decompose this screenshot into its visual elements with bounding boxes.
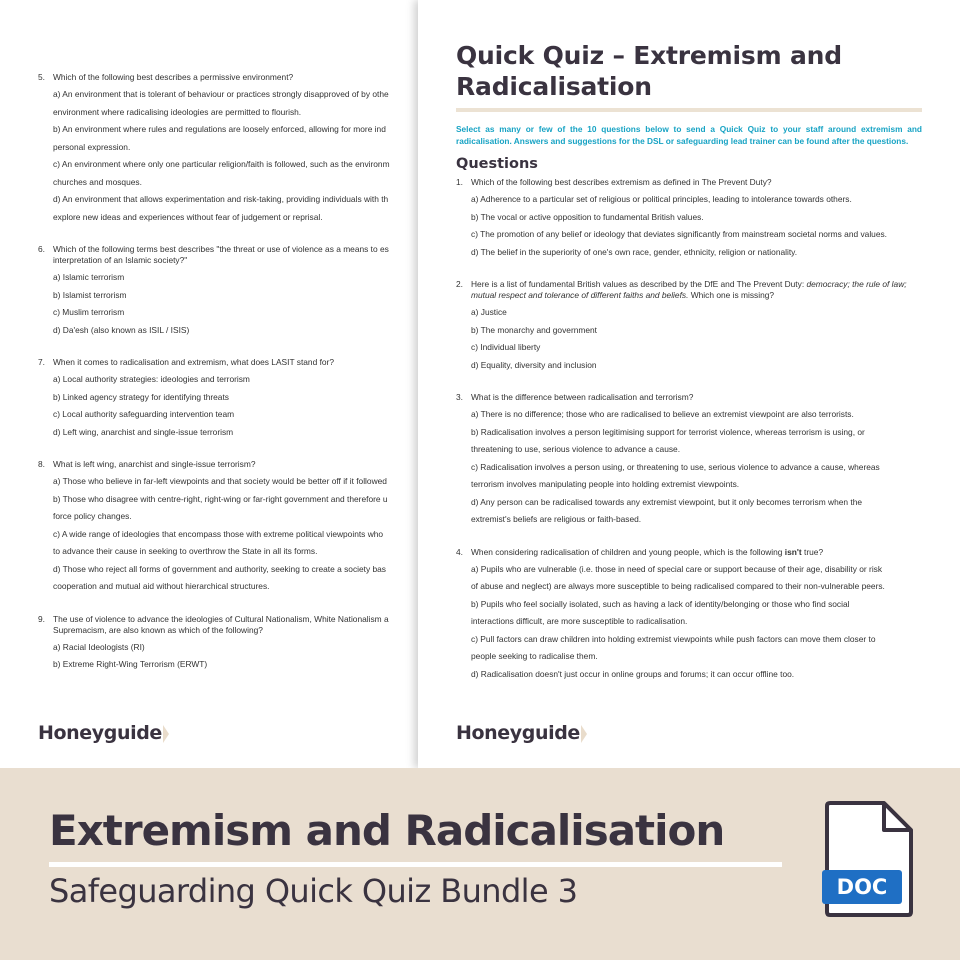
question-number: 2.: [456, 279, 463, 289]
honeyguide-logo: [38, 722, 169, 744]
question-stem: [38, 72, 420, 83]
answer-option: c) The promotion of any belief or ideology that deviates significantly from mainstream societal norms and values.: [471, 229, 888, 239]
answer-option: a) Islamic terrorism: [53, 272, 125, 282]
answer-option: a) An environment that is tolerant of behaviour or practices strongly disapproved of by othe: [53, 89, 389, 99]
question-9: [38, 614, 420, 674]
answer-option: b) Linked agency strategy for identifying threats: [53, 391, 229, 402]
question-text-line: Which of the following terms best describes "the threat or use of violence as a means to es: [53, 244, 389, 254]
question-text-part: When considering radicalisation of children and young people, which is the following: [471, 546, 785, 557]
answer-option-continuation: of abuse and neglect) are always more susceptible to being radicalised compared to their non-vulnerable peers.: [471, 581, 885, 591]
answer-option-continuation: cooperation and mutual aid without hierarchical structures.: [53, 581, 270, 591]
question-text: When it comes to radicalisation and extremism, what does LASIT stand for?: [53, 357, 335, 367]
question-6: [38, 244, 420, 339]
answer-option: d) An environment that allows experimentation and risk-taking, providing individuals with th: [53, 194, 389, 204]
question-text-line: Supremacism, are also known as which of the following?: [53, 624, 263, 635]
document-icon: [822, 800, 914, 918]
british-values-list: democracy; the rule of law; mutual respect and tolerance of different faiths and beliefs.: [471, 279, 907, 300]
question-number: 7.: [38, 357, 45, 367]
question-8: [38, 459, 420, 596]
question-4: [456, 547, 922, 684]
question-stem: [38, 357, 420, 368]
answer-option: d) Any person can be radicalised towards any extremist viewpoint, but it only becomes terrorism when the: [471, 496, 863, 507]
question-stem: [38, 244, 420, 266]
answer-option-continuation: force policy changes.: [53, 511, 132, 521]
question-text: What is the difference between radicalisation and terrorism?: [471, 392, 694, 402]
question-stem: [456, 279, 922, 301]
answer-option-continuation: to advance their cause in seeking to overthrow the State in all its forms.: [53, 546, 318, 556]
answer-option: b) The vocal or active opposition to fundamental British values.: [471, 211, 704, 222]
answer-option-continuation: terrorism involves manipulating people into holding extremist viewpoints.: [471, 479, 740, 489]
answer-option: c) Muslim terrorism: [53, 307, 125, 317]
answer-option: a) Justice: [471, 307, 507, 317]
title-divider: [456, 108, 922, 112]
question-stem: [456, 177, 922, 188]
honeyguide-logo: [456, 722, 587, 744]
answer-option: d) Radicalisation doesn't just occur in online groups and forums; it can occur offline too.: [471, 668, 795, 679]
question-text: [53, 244, 420, 266]
answer-option-continuation: extremist's beliefs are religious or faith-based.: [471, 514, 642, 524]
answer-option-continuation: interactions difficult, are more susceptible to radicalisation.: [471, 616, 688, 626]
answer-option: d) Left wing, anarchist and single-issue terrorism: [53, 426, 234, 437]
answer-option: b) The monarchy and government: [471, 324, 598, 335]
front-document-page: [418, 0, 960, 768]
answer-option: a) There is no difference; those who are radicalised to believe an extremist viewpoint are also terrorists.: [471, 409, 854, 419]
logo-wordmark: Honeyguide: [456, 722, 580, 744]
front-page-content: [456, 40, 922, 683]
answer-option-continuation: people seeking to radicalise them.: [471, 651, 598, 661]
answer-option: d) Da'esh (also known as ISIL / ISIS): [53, 324, 190, 335]
question-number: 6.: [38, 244, 45, 254]
answer-option: c) Pull factors can draw children into holding extremist viewpoints while push factors can move them closer to: [471, 633, 876, 644]
question-number: 8.: [38, 459, 45, 469]
answer-option: b) An environment where rules and regulations are loosely enforced, allowing for more ind: [53, 124, 386, 134]
emphasis-text: isn't: [784, 546, 802, 557]
question-stem: [38, 459, 420, 470]
question-2: [456, 279, 922, 374]
question-text: [471, 547, 922, 558]
answer-option: c) An environment where only one particular religion/faith is followed, such as the environm: [53, 159, 390, 169]
answer-option: c) A wide range of ideologies that encompass those with extreme political viewpoints who: [53, 528, 384, 539]
answer-option-continuation: personal expression.: [53, 141, 131, 152]
question-5: [38, 72, 420, 226]
question-text: What is left wing, anarchist and single-issue terrorism?: [53, 459, 256, 469]
logo-wordmark: Honeyguide: [38, 722, 162, 744]
answer-option: a) Adherence to a particular set of religious or political principles, leading to intolerance towards others.: [471, 194, 852, 204]
question-text: Which of the following best describes a permissive environment?: [53, 72, 294, 82]
logo-chevron-icon: [581, 725, 587, 743]
question-text-part: Here is a list of fundamental British values as described by the DfE and The Prevent Duty:: [471, 279, 807, 289]
quiz-title: Quick Quiz – Extremism and Radicalisation: [456, 41, 842, 101]
question-text: [471, 279, 922, 301]
answer-option: a) Local authority strategies: ideologies and terrorism: [53, 374, 250, 384]
question-number: 5.: [38, 72, 45, 82]
question-number: 3.: [456, 392, 463, 402]
product-subtitle: Safeguarding Quick Quiz Bundle 3: [49, 872, 578, 910]
question-text-part: true?: [801, 546, 824, 557]
answer-option: d) Equality, diversity and inclusion: [471, 359, 597, 370]
answer-option-continuation: environment where radicalising ideologies are permitted to flourish.: [53, 106, 302, 117]
answer-option-continuation: explore new ideas and experiences without fear of judgement or reprisal.: [53, 211, 323, 222]
answer-option: d) The belief in the superiority of one's own race, gender, ethnicity, religion or nationality.: [471, 246, 798, 257]
banner-divider: [49, 862, 782, 867]
question-text-part: Which one is missing?: [688, 290, 775, 300]
question-stem: [38, 614, 420, 636]
answer-option: c) Radicalisation involves a person using, or threatening to use, serious violence to advance a cause, whereas: [471, 461, 880, 472]
question-number: 1.: [456, 177, 463, 187]
question-3: [456, 392, 922, 529]
answer-option: b) Those who disagree with centre-right, right-wing or far-right government and therefore u: [53, 493, 388, 504]
answer-option: b) Pupils who feel socially isolated, such as having a lack of identity/belonging or those who find social: [471, 598, 850, 609]
question-text: Which of the following best describes extremism as defined in The Prevent Duty?: [471, 177, 772, 187]
answer-option: a) Racial Ideologists (RI): [53, 641, 145, 652]
logo-chevron-icon: [163, 725, 169, 743]
answer-option: a) Those who believe in far-left viewpoints and that society would be better off if it followed: [53, 476, 387, 486]
quiz-intro: Select as many or few of the 10 questions below to send a Quick Quiz to your staff around extremism and radicalisation. Answers and suggestions for the DSL or safeguarding lead trainer can be found after the questions.: [456, 124, 922, 146]
answer-option: b) Extreme Right-Wing Terrorism (ERWT): [53, 659, 208, 669]
answer-option: d) Those who reject all forms of government and authority, seeking to create a society bas: [53, 563, 386, 574]
question-1: [456, 177, 922, 261]
answer-option: a) Pupils who are vulnerable (i.e. those in need of special care or support because of their age, disability or risk: [471, 563, 883, 574]
answer-option: b) Islamist terrorism: [53, 289, 127, 300]
answer-option-continuation: threatening to use, serious violence to advance a cause.: [471, 444, 681, 454]
answer-option: c) Individual liberty: [471, 342, 541, 352]
answer-option: b) Radicalisation involves a person legitimising support for terrorist violence, whereas terrorism is using, or: [471, 426, 865, 437]
product-title: Extremism and Radicalisation: [49, 806, 725, 855]
question-number: 9.: [38, 613, 45, 624]
question-text-line: interpretation of an Islamic society?": [53, 255, 188, 265]
question-number: 4.: [456, 546, 463, 557]
question-text: [53, 614, 420, 636]
product-banner: [0, 768, 960, 960]
answer-option: c) Local authority safeguarding intervention team: [53, 409, 235, 419]
questions-heading: Questions: [456, 156, 538, 172]
back-page-content: [38, 72, 420, 674]
question-stem: [456, 392, 922, 403]
doc-badge-label: DOC: [836, 875, 888, 899]
question-stem: [456, 547, 922, 558]
question-7: [38, 357, 420, 441]
answer-option-continuation: churches and mosques.: [53, 176, 142, 187]
question-text-line: The use of violence to advance the ideologies of Cultural Nationalism, White Nationalism a: [53, 613, 389, 624]
back-document-page: [0, 0, 420, 768]
